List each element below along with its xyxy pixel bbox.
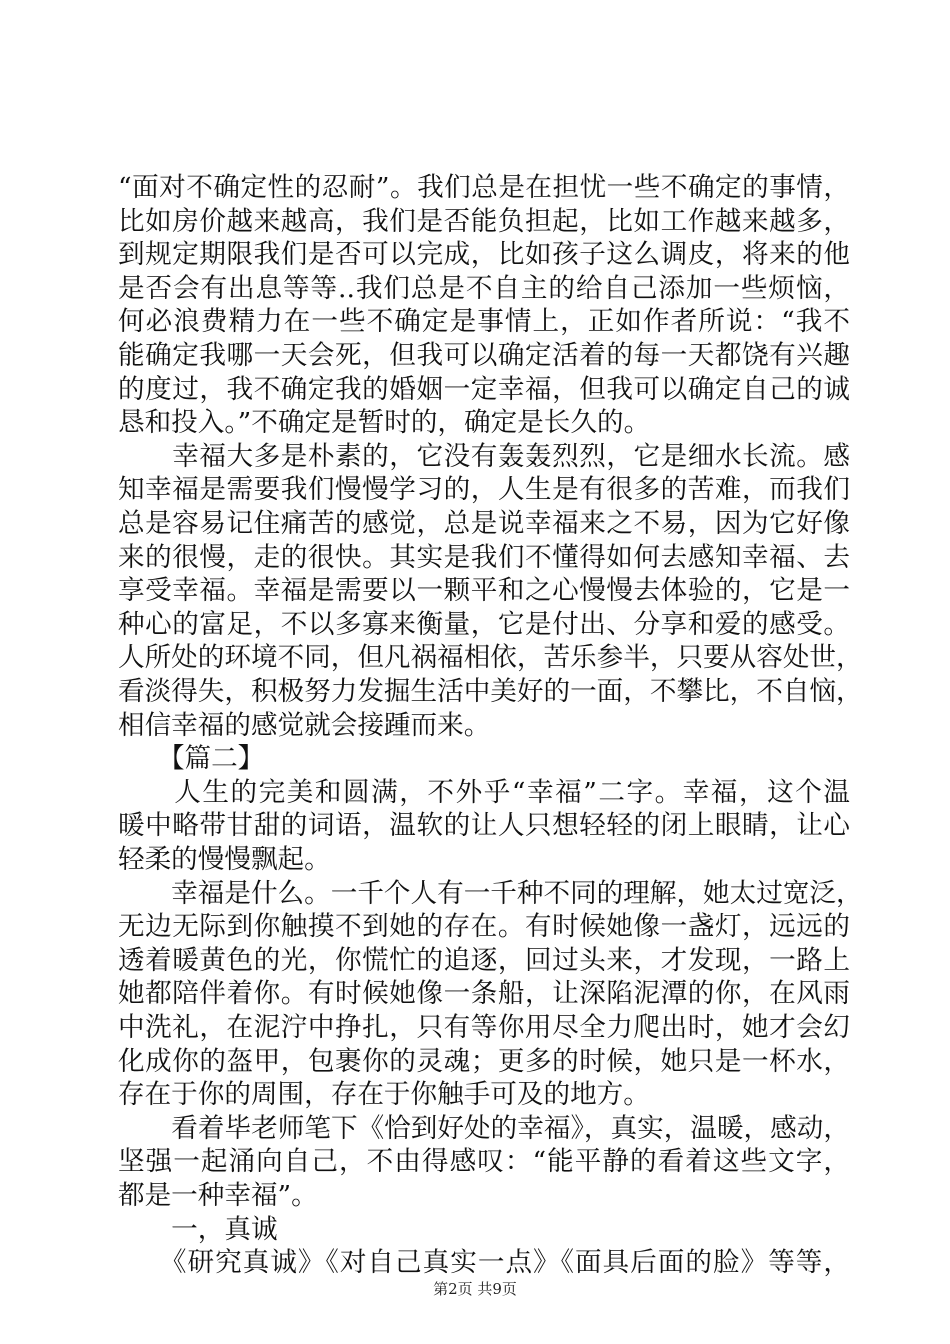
text-line: 无边无际到你触摸不到她的存在。有时候她像一盏灯，远远的 bbox=[118, 911, 850, 943]
text-line: 都是一种幸福”。 bbox=[118, 1180, 318, 1211]
text-line: 一，真诚 bbox=[118, 1213, 278, 1245]
text-line: 是否会有出息等等..我们总是不自主的给自己添加一些烦恼， bbox=[118, 272, 850, 304]
text-line: “面对不确定性的忍耐”。我们总是在担忧一些不确定的事情， bbox=[118, 172, 850, 203]
text-line: 看着毕老师笔下《恰到好处的幸福》，真实，温暖，感动， bbox=[118, 1112, 850, 1144]
text-line: 相信幸福的感觉就会接踵而来。 bbox=[118, 709, 491, 741]
text-line: 知幸福是需要我们慢慢学习的，人生是有很多的苦难，而我们 bbox=[118, 474, 850, 506]
text-line: 存在于你的周围，存在于你触手可及的地方。 bbox=[118, 1079, 650, 1111]
text-line: 的度过，我不确定我的婚姻一定幸福，但我可以确定自己的诚 bbox=[118, 373, 850, 405]
text-line: 人所处的环境不同，但凡祸福相依，苦乐参半，只要从容处世， bbox=[118, 642, 863, 674]
text-line: 来的很慢，走的很快。其实是我们不懂得如何去感知幸福、去 bbox=[118, 541, 850, 573]
text-line: 《研究真诚》《对自己真实一点》《面具后面的脸》等等， bbox=[118, 1247, 850, 1279]
text-line: 何必浪费精力在一些不确定是事情上，正如作者所说：“我不 bbox=[118, 306, 850, 338]
text-line: 享受幸福。幸福是需要以一颗平和之心慢慢去体验的，它是一 bbox=[118, 575, 850, 607]
page-footer: 第2页 共9页 bbox=[433, 1280, 517, 1298]
text-line: 中洗礼，在泥泞中挣扎，只有等你用尽全力爬出时，她才会幻 bbox=[118, 1012, 850, 1043]
text-line: 暖中略带甘甜的词语，温软的让人只想轻轻的闭上眼睛，让心 bbox=[118, 810, 850, 842]
text-line: 看淡得失，积极努力发掘生活中美好的一面，不攀比，不自恼， bbox=[118, 676, 863, 707]
text-line: 透着暖黄色的光，你慌忙的追逐，回过头来，才发现，一路上 bbox=[118, 944, 850, 976]
text-line: 【篇二】 bbox=[118, 743, 265, 775]
text-line: 种心的富足，不以多寡来衡量，它是付出、分享和爱的感受。 bbox=[118, 608, 850, 640]
text-line: 轻柔的慢慢飘起。 bbox=[118, 844, 331, 875]
text-line: 能确定我哪一天会死，但我可以确定活着的每一天都饶有兴趣 bbox=[118, 340, 850, 371]
text-line: 幸福大多是朴素的，它没有轰轰烈烈，它是细水长流。感 bbox=[118, 440, 850, 472]
text-line: 总是容易记住痛苦的感觉，总是说幸福来之不易，因为它好像 bbox=[118, 508, 850, 539]
text-line: 恳和投入。”不确定是暂时的，确定是长久的。 bbox=[118, 407, 651, 439]
text-line: 比如房价越来越高，我们是否能负担起，比如工作越来越多， bbox=[118, 205, 850, 237]
text-line: 化成你的盔甲，包裹你的灵魂；更多的时候，她只是一杯水， bbox=[118, 1045, 850, 1077]
text-line: 幸福是什么。一千个人有一千种不同的理解，她太过宽泛， bbox=[118, 877, 863, 909]
text-line: 人生的完美和圆满，不外乎“幸福”二字。幸福，这个温 bbox=[118, 776, 850, 808]
text-line: 坚强一起涌向自己，不由得感叹：“能平静的看着这些文字， bbox=[118, 1146, 850, 1178]
text-line: 她都陪伴着你。有时候她像一条船，让深陷泥潭的你，在风雨 bbox=[118, 978, 850, 1010]
text-line: 到规定期限我们是否可以完成，比如孩子这么调皮，将来的他 bbox=[118, 239, 850, 271]
